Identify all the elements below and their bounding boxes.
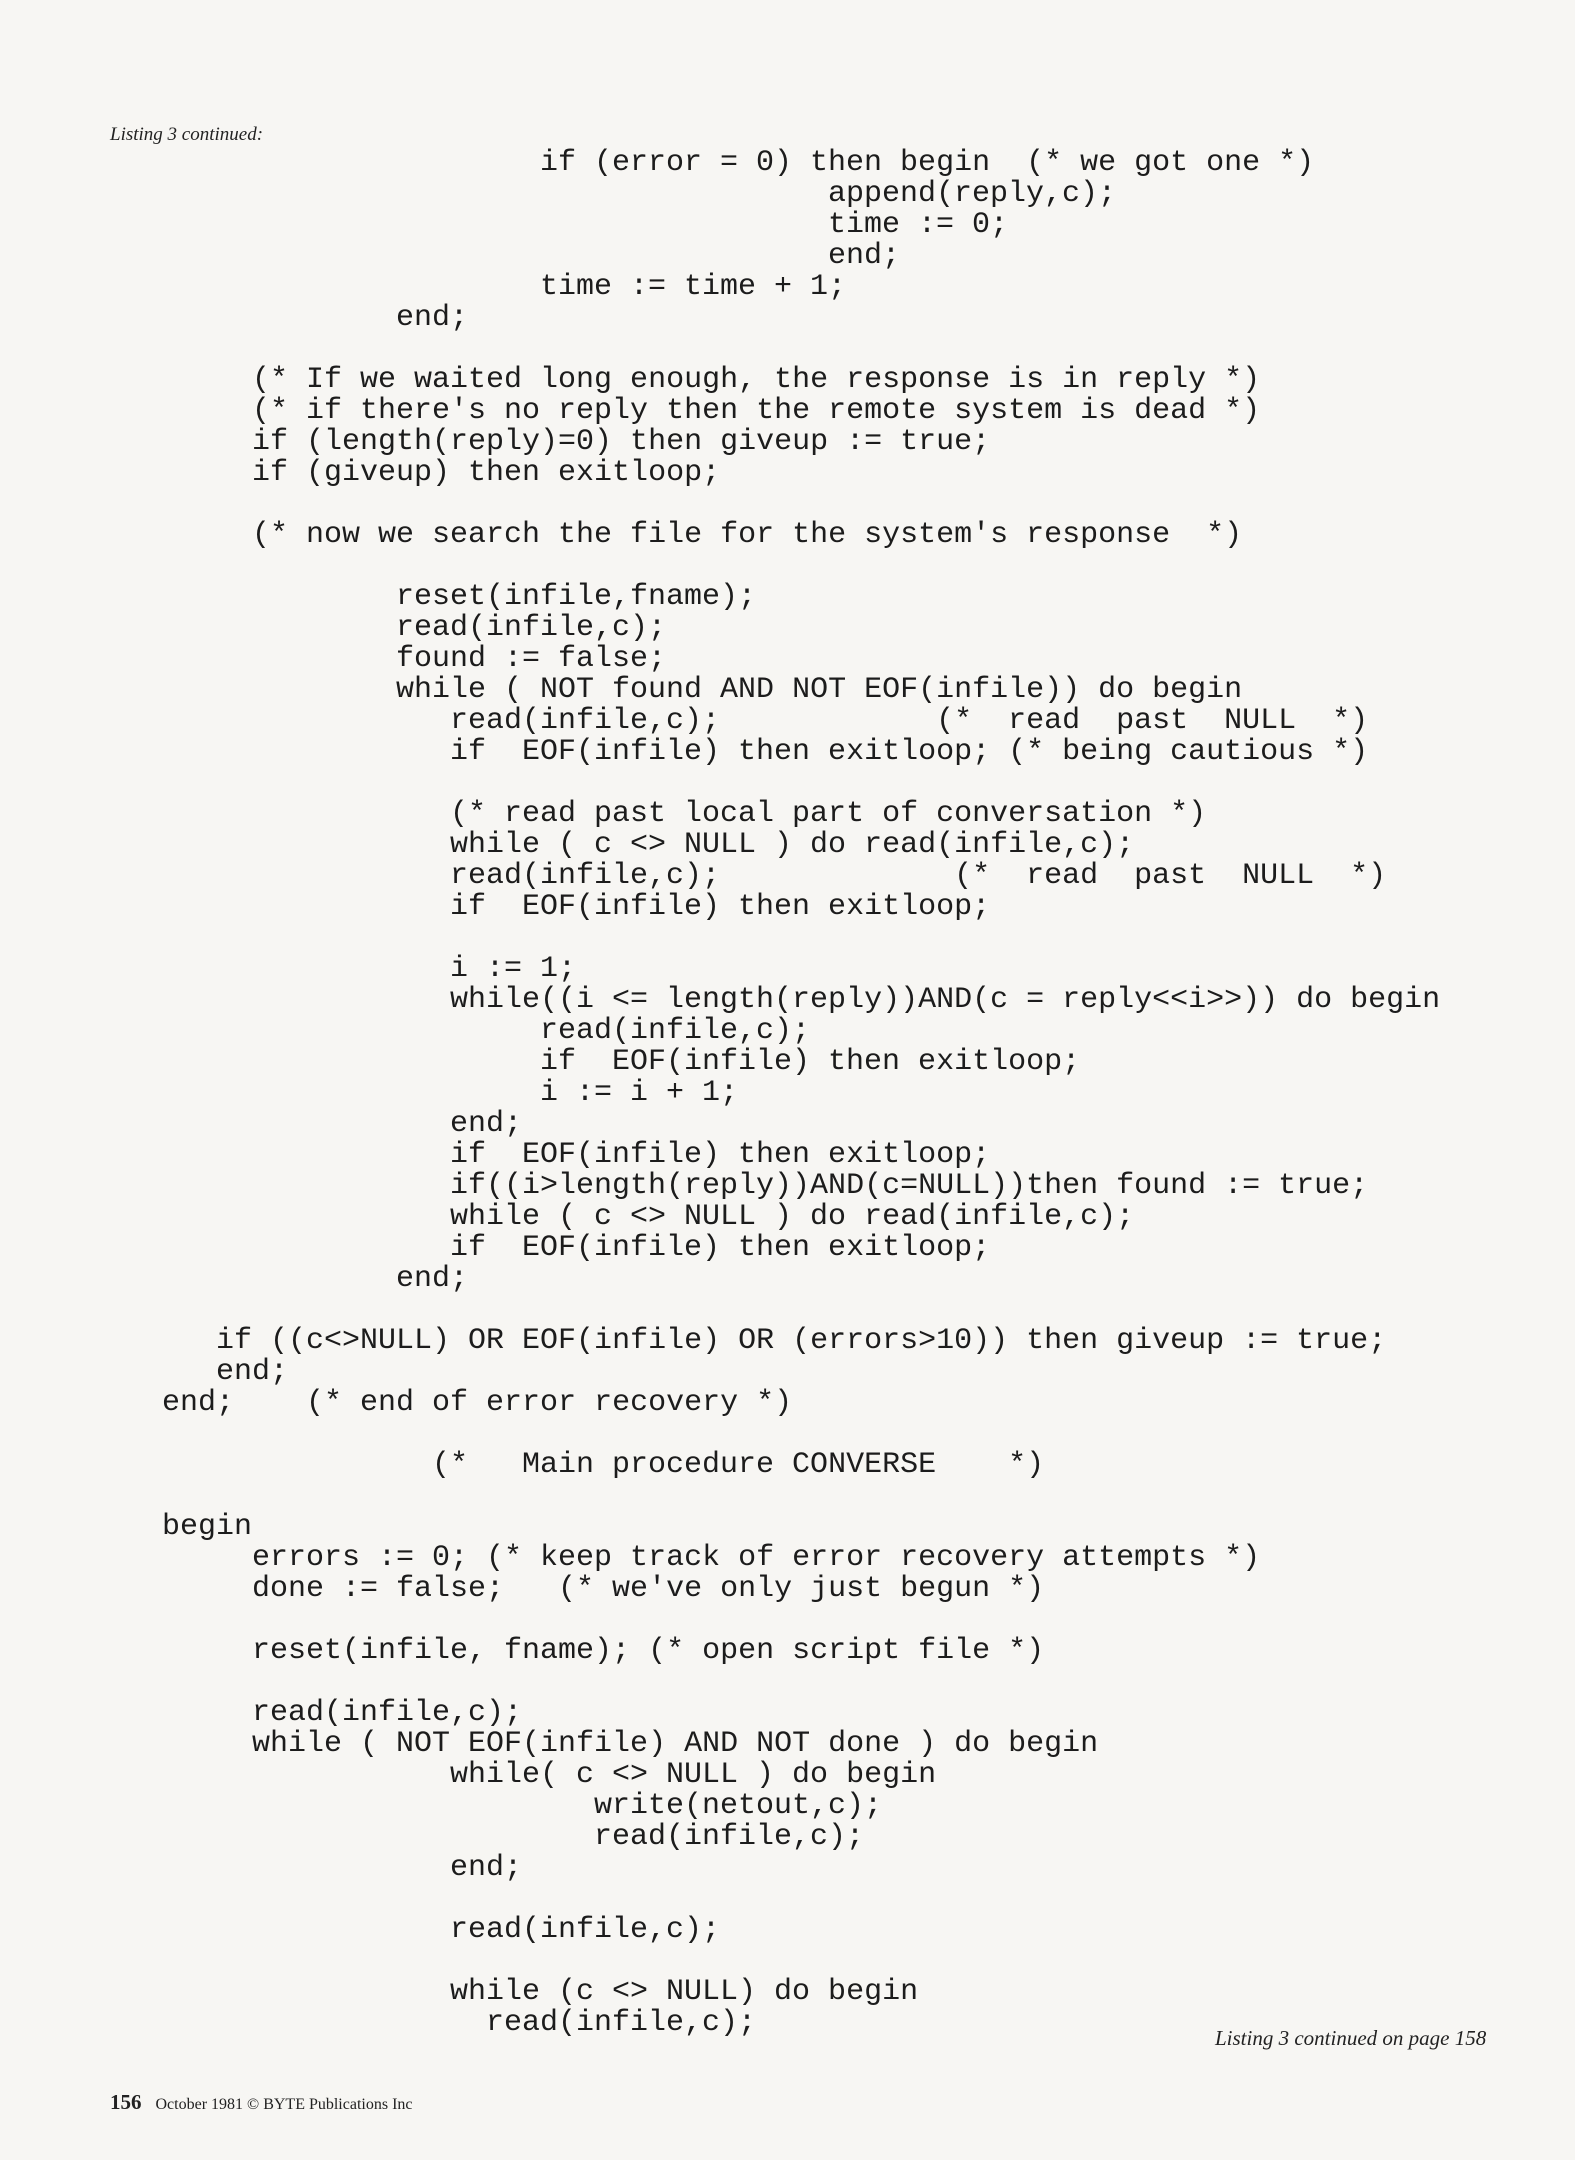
code-line (0, 489, 1440, 520)
code-line: if ((c<>NULL) OR EOF(infile) OR (errors>10)) then giveup := true; (216, 1324, 1387, 1358)
code-line: if (error = 0) then begin (* we got one *) (540, 146, 1315, 180)
code-line: while ( c <> NULL ) do read(infile,c); (450, 1200, 1135, 1234)
code-line: if EOF(infile) then exitloop; (540, 1045, 1081, 1079)
code-line: while (c <> NULL) do begin (450, 1975, 919, 2009)
code-line: errors := 0; (* keep track of error recovery attempts *) (252, 1541, 1261, 1575)
code-line: write(netout,c); (594, 1789, 883, 1823)
code-line: end; (216, 1355, 289, 1389)
code-line: begin (162, 1510, 253, 1544)
code-line: read(infile,c); (252, 1696, 523, 1730)
code-line: if EOF(infile) then exitloop; (450, 1138, 991, 1172)
code-line: end; (450, 1851, 523, 1885)
code-line: while((i <= length(reply))AND(c = reply<<i>>)) do begin (450, 983, 1441, 1017)
code-line: if EOF(infile) then exitloop; (450, 890, 991, 924)
code-line: end; (396, 1262, 469, 1296)
code-line: done := false; (* we've only just begun *) (252, 1572, 1045, 1606)
code-line: end; (* end of error recovery *) (162, 1386, 793, 1420)
page-number: 156 (110, 2090, 142, 2114)
code-line (0, 1605, 1440, 1636)
code-line: if (length(reply)=0) then giveup := true; (252, 425, 991, 459)
code-line: read(infile,c); (* read past NULL *) (450, 704, 1369, 738)
code-line: read(infile,c); (* read past NULL *) (450, 859, 1387, 893)
code-line: read(infile,c); (486, 2006, 757, 2040)
page-footer (110, 2090, 413, 2115)
code-line: end; (828, 239, 901, 273)
code-line (0, 1946, 1440, 1977)
code-line: (* read past local part of conversation *) (450, 797, 1207, 831)
code-line (0, 1481, 1440, 1512)
code-line: read(infile,c); (594, 1820, 865, 1854)
code-line: reset(infile,fname); (396, 580, 757, 614)
code-line (0, 1419, 1440, 1450)
code-line: while ( c <> NULL ) do read(infile,c); (450, 828, 1135, 862)
code-line: read(infile,c); (396, 611, 667, 645)
code-line: i := 1; (450, 952, 577, 986)
code-line: (* Main procedure CONVERSE *) (432, 1448, 1045, 1482)
code-line (0, 1884, 1440, 1915)
code-line: if EOF(infile) then exitloop; (450, 1231, 991, 1265)
code-line: time := 0; (828, 208, 1009, 242)
code-line: i := i + 1; (540, 1076, 739, 1110)
code-line: end; (396, 301, 469, 335)
code-line (0, 1667, 1440, 1698)
code-line: time := time + 1; (540, 270, 847, 304)
code-line (0, 334, 1440, 365)
code-line: (* If we waited long enough, the response is in reply *) (252, 363, 1261, 397)
listing-header: Listing 3 continued: (110, 124, 264, 145)
code-line: read(infile,c); (540, 1014, 811, 1048)
code-line (0, 923, 1440, 954)
code-line: while ( NOT EOF(infile) AND NOT done ) do begin (252, 1727, 1099, 1761)
continued-note: Listing 3 continued on page 158 (1215, 2026, 1487, 2050)
code-line: (* now we search the file for the system's response *) (252, 518, 1243, 552)
code-line: read(infile,c); (450, 1913, 721, 1947)
code-line: found := false; (396, 642, 667, 676)
code-line: append(reply,c); (828, 177, 1117, 211)
code-line: while( c <> NULL ) do begin (450, 1758, 937, 1792)
code-line (0, 551, 1440, 582)
code-line: if (giveup) then exitloop; (252, 456, 721, 490)
code-line: end; (450, 1107, 523, 1141)
code-line: (* if there's no reply then the remote system is dead *) (252, 394, 1261, 428)
code-line: reset(infile, fname); (* open script file *) (252, 1634, 1045, 1668)
code-line: if((i>length(reply))AND(c=NULL))then found := true; (450, 1169, 1369, 1203)
code-listing (0, 148, 1440, 2039)
footer-credit: October 1981 © BYTE Publications Inc (155, 2096, 413, 2113)
code-line (0, 768, 1440, 799)
code-line: if EOF(infile) then exitloop; (* being cautious *) (450, 735, 1369, 769)
code-line: while ( NOT found AND NOT EOF(infile)) do begin (396, 673, 1243, 707)
code-line (0, 1295, 1440, 1326)
